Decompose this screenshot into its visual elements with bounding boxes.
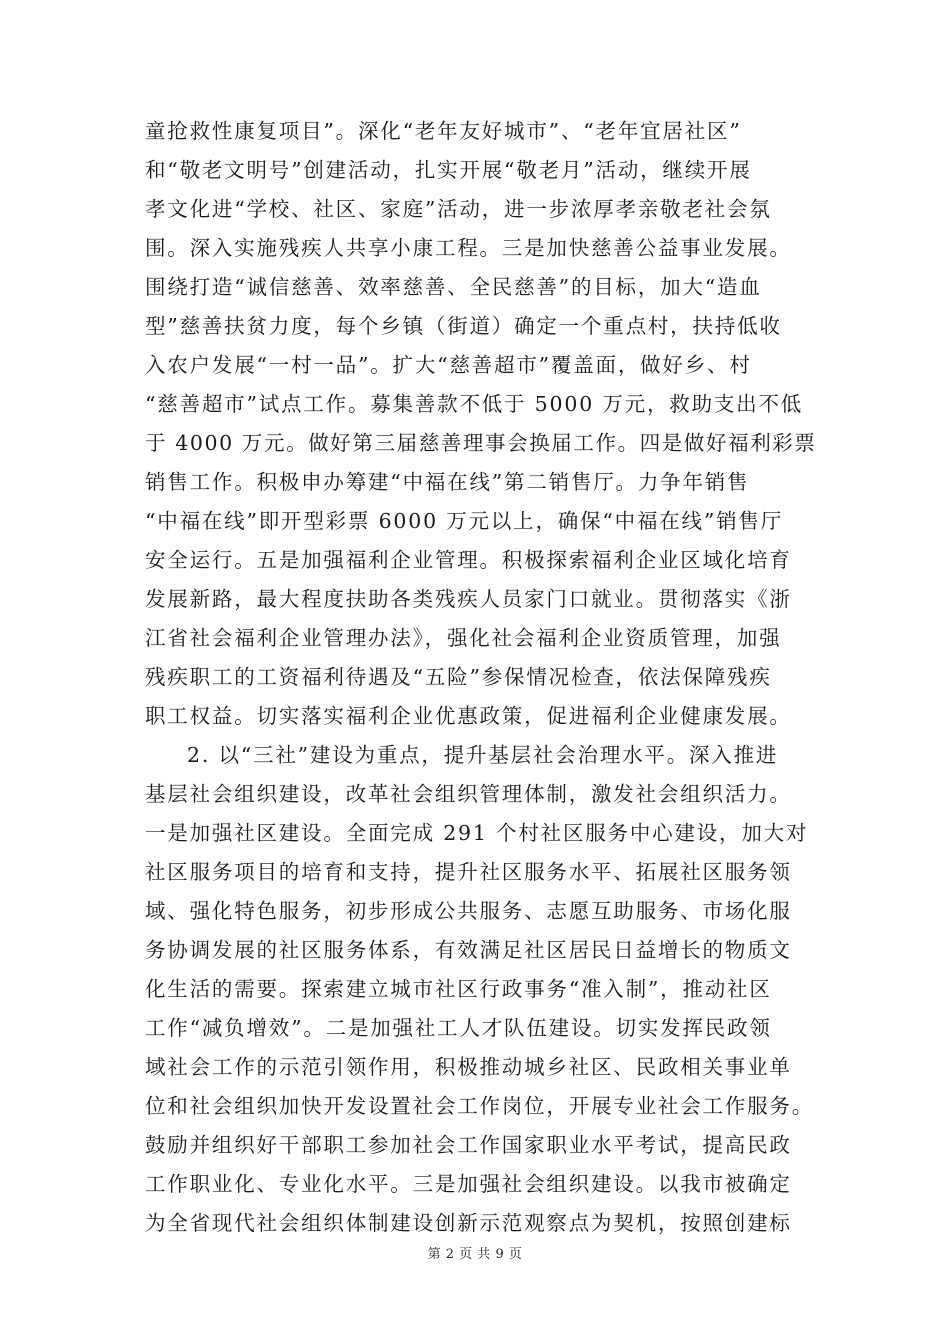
text-line: 销售工作。积极申办筹建“中福在线”第二销售厅。力争年销售: [145, 470, 750, 494]
text-line: 工作“减负增效”。二是加强社工人才队伍建设。切实发挥民政领: [145, 1016, 772, 1040]
text-line: 围绕打造“诚信慈善、效率慈善、全民慈善”的目标，加大“造血: [145, 275, 762, 299]
text-line: 社区服务项目的培育和支持，提升社区服务水平、拓展社区服务领: [145, 860, 792, 884]
text-line: 残疾职工的工资福利待遇及“五险”参保情况检查，依法保障残疾: [145, 665, 772, 689]
text-line: 域社会工作的示范引领作用，积极推动城乡社区、民政相关事业单: [145, 1055, 792, 1079]
text-line: 一是加强社区建设。全面完成 291 个村社区服务中心建设，加大对: [145, 821, 809, 845]
text-line: 务协调发展的社区服务体系，有效满足社区居民日益增长的物质文: [145, 938, 792, 962]
text-line: 和“敬老文明号”创建活动，扎实开展“敬老月”活动，继续开展: [145, 158, 752, 182]
text-line: 童抢救性康复项目”。深化“老年友好城市”、“老年宜居社区”: [145, 119, 742, 143]
text-line: 于 4000 万元。做好第三届慈善理事会换届工作。四是做好福利彩票: [145, 431, 817, 455]
text-line: 基层社会组织建设，改革社会组织管理体制，激发社会组织活力。: [145, 782, 792, 806]
text-line: 化生活的需要。探索建立城市社区行政事务“准入制”，推动社区: [145, 977, 772, 1001]
text-line: 工作职业化、专业化水平。三是加强社会组织建设。以我市被确定: [145, 1172, 792, 1196]
section-heading-line: 2. 以“三社”建设为重点，提升基层社会治理水平。深入推进: [187, 743, 779, 767]
text-line: 为全省现代社会组织体制建设创新示范观察点为契机，按照创建标: [145, 1211, 792, 1235]
text-line: 围。深入实施残疾人共享小康工程。三是加快慈善公益事业发展。: [145, 236, 792, 260]
document-body: [145, 112, 820, 1243]
text-line: 入农户发展“一村一品”。扩大“慈善超市”覆盖面，做好乡、村: [145, 353, 752, 377]
text-line: 发展新路，最大程度扶助各类残疾人员家门口就业。贯彻落实《浙: [145, 587, 792, 611]
text-line: 型”慈善扶贫力度，每个乡镇（街道）确定一个重点村，扶持低收: [145, 314, 782, 338]
text-line: “慈善超市”试点工作。募集善款不低于 5000 万元，救助支出不低: [145, 392, 804, 416]
text-line: 鼓励并组织好干部职工参加社会工作国家职业水平考试，提高民政: [145, 1133, 792, 1157]
text-line: 安全运行。五是加强福利企业管理。积极探索福利企业区域化培育: [145, 548, 792, 572]
text-line: 江省社会福利企业管理办法》，强化社会福利企业资质管理，加强: [145, 626, 782, 650]
text-line: 孝文化进“学校、社区、家庭”活动，进一步浓厚孝亲敬老社会氛: [145, 197, 772, 221]
text-line: 域、强化特色服务，初步形成公共服务、志愿互助服务、市场化服: [145, 899, 792, 923]
text-line: 位和社会组织加快开发设置社会工作岗位，开展专业社会工作服务。: [145, 1094, 814, 1118]
text-line: 职工权益。切实落实福利企业优惠政策，促进福利企业健康发展。: [145, 704, 792, 728]
text-line: “中福在线”即开型彩票 6000 万元以上，确保“中福在线”销售厅: [145, 509, 784, 533]
page-number-footer: 第 2 页 共 9 页: [427, 1247, 523, 1262]
